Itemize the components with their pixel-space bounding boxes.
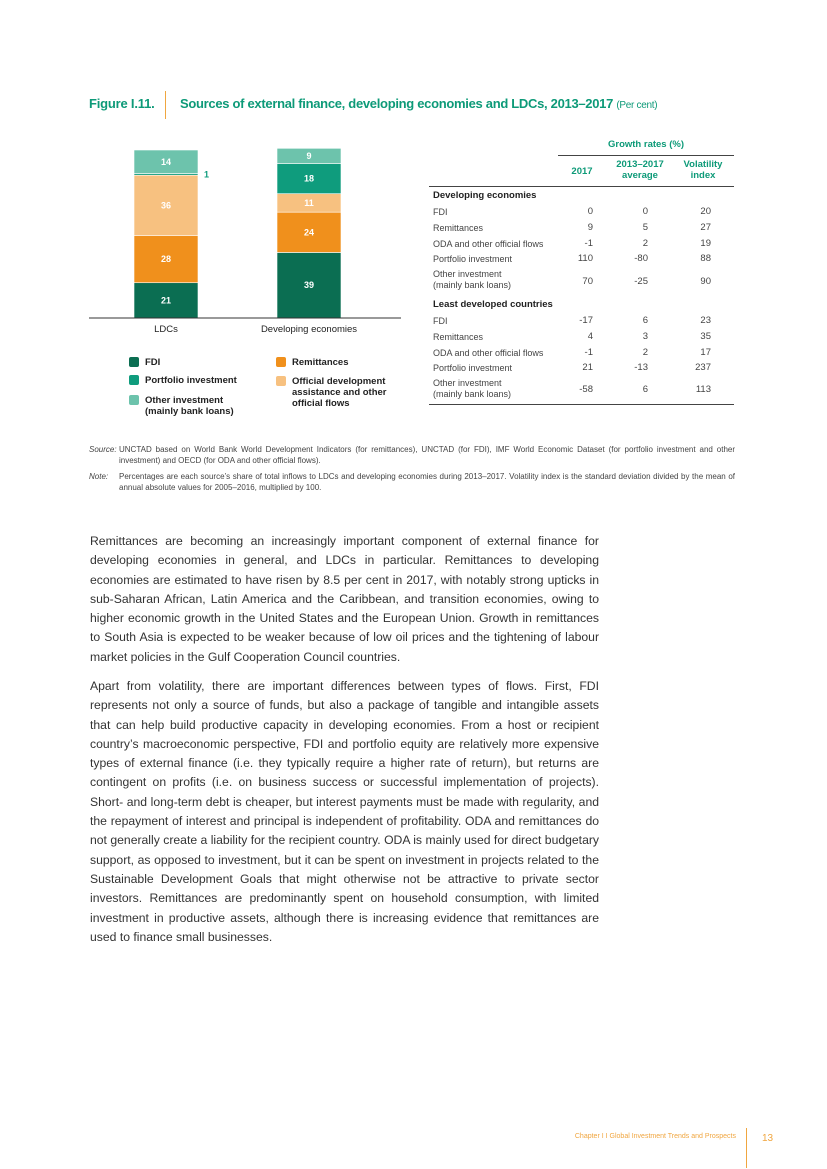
page-number: 13 (762, 1133, 774, 1144)
table-cell-2017: 0 (587, 206, 593, 217)
col-header-average (608, 159, 672, 181)
table-row-label (433, 269, 511, 291)
body-paragraph-1: Remittances are becoming an increasingly important component of external finance for developing economies in general, and LDCs in particular. Remittances to developing economies are estimated to have risen by 8.5 per cent in 2017, with notably strong upticks in sub-Saharan African, Latin America and the Caribbean, and transition economies, owing to higher economic growth in the United States and the European Union. Growth in remittances to South Asia is expected to be weaker because of low oil prices and the tightening of labour market policies in the Gulf Cooperation Council countries. (90, 534, 599, 664)
source-note (89, 444, 735, 468)
legend-oda-line1: Official development (292, 376, 386, 387)
data-label-ldcs-remittances: 28 (160, 254, 172, 265)
footer-chapter-label: Chapter I (574, 1133, 604, 1140)
table-row-label: ODA and other official flows (433, 348, 544, 358)
table-row-label: Portfolio investment (433, 254, 513, 264)
table-cell-volatility: 23 (700, 315, 711, 326)
col-header-volatility-line2: index (690, 170, 716, 181)
data-label-developing-economies-fdi: 39 (303, 280, 315, 291)
legend-fdi-swatch (129, 357, 139, 367)
body-paragraph-2: Apart from volatility, there are important differences between types of flows. First, FDI represents not only a source of funds, but also a package of tangible and intangible assets that can help build productive capacity in developing economies. From a host or recipient country’s macroeconomic perspective, FDI and portfolio equity are relatively more expensive types of external finance (i.e. they typically require a higher rate of return), but returns are contingent on profits (i.e. on business success or successful implementation of projects). Short- and long-term debt is cheaper, but interest payments must be made with regularity, and the repayment of interest and principal is independent of profitability. ODA and remittances do not generally create a liability for the recipient country. ODA is mainly used for direct budgetary support, as opposed to investment, but it can be spent on investment in projects related to the Sustainable Development Goals that might otherwise not be attractive to private sector investors. Remittances are predominantly spent on household consumption, with limited investment in productive assets, although there is increasing evidence that remittances are used to finance small businesses. (90, 679, 599, 944)
col-header-2017: 2017 (571, 166, 593, 177)
data-label-ldcs-portfolio-investment: 1 (204, 169, 210, 180)
source-text: UNCTAD based on World Bank World Development Indicators (for remittances), UNCTAD (for FDI), IMF World Economic Dataset (for portfolio investment and other investment) and OECD (for ODA and other official flows). (119, 445, 735, 465)
table-cell-average: 3 (642, 331, 648, 342)
table-cell-average: 0 (642, 206, 648, 217)
legend-remittances-swatch (276, 357, 286, 367)
col-header-average-line2: average (622, 170, 658, 181)
table-cell-volatility: 35 (700, 331, 711, 342)
figure-note (89, 471, 735, 495)
legend-other-swatch (129, 395, 139, 405)
section-title-ldc: Least developed countries (433, 299, 553, 310)
table-cell-2017: 9 (587, 222, 593, 233)
table-row-label-line2: (mainly bank loans) (433, 280, 512, 290)
legend-portfolio-swatch (129, 375, 139, 385)
table-cell-volatility: 88 (700, 253, 711, 264)
table-cell-average: -25 (634, 276, 648, 287)
data-label-ldcs-fdi: 21 (160, 295, 172, 306)
stacked-bar-chart (0, 0, 410, 340)
footer-sep: I (605, 1133, 608, 1140)
table-cell-average: 5 (642, 222, 648, 233)
figure-unit: (Per cent) (616, 100, 658, 111)
legend-portfolio-label: Portfolio investment (145, 375, 237, 386)
figure-title-text: Sources of external finance, developing economies and LDCs, 2013–2017 (180, 96, 614, 111)
legend-remittances-label: Remittances (292, 357, 349, 368)
legend-other-line2: (mainly bank loans) (145, 406, 234, 417)
legend-oda-line2: assistance and other (292, 387, 387, 398)
table-rule-top (429, 186, 734, 187)
table-cell-volatility: 19 (700, 238, 711, 249)
legend-other-label (145, 395, 265, 417)
table-cell-2017: 70 (582, 276, 593, 287)
table-row-label: FDI (433, 207, 448, 217)
data-label-ldcs-other-investment-mainly-bank-loans: 14 (160, 156, 172, 167)
table-cell-2017: 110 (577, 253, 593, 264)
table-row-label-line2: (mainly bank loans) (433, 389, 512, 399)
table-cell-volatility: 17 (700, 347, 711, 358)
legend-oda-label (292, 376, 412, 409)
table-row-label-line1: Other investment (433, 269, 502, 279)
section-title-developing: Developing economies (433, 190, 537, 201)
table-cell-volatility: 20 (700, 206, 711, 217)
growth-rates-rule (558, 155, 734, 156)
table-cell-average: 6 (642, 384, 648, 395)
footer-divider (746, 1128, 747, 1168)
data-label-developing-economies-other-investment-mainly-bank-loans: 9 (306, 150, 312, 161)
table-row-label (433, 378, 511, 400)
table-row-label: Portfolio investment (433, 363, 513, 373)
table-cell-2017: -58 (579, 384, 593, 395)
table-cell-average: 2 (642, 238, 648, 249)
table-row-label-line1: Other investment (433, 378, 502, 388)
figure-label: Figure I.11. (89, 96, 155, 111)
table-cell-volatility: 90 (700, 276, 711, 287)
footer-chapter (500, 1133, 736, 1140)
note-key: Note: (89, 472, 109, 481)
table-row-label: ODA and other official flows (433, 239, 544, 249)
table-cell-volatility: 237 (695, 362, 711, 373)
legend-oda-swatch (276, 376, 286, 386)
table-row-label: Remittances (433, 223, 484, 233)
data-label-developing-economies-remittances: 24 (303, 227, 315, 238)
table-cell-average: 6 (642, 315, 648, 326)
legend-other-line1: Other investment (145, 395, 224, 406)
table-cell-2017: 4 (587, 331, 593, 342)
table-cell-volatility: 113 (695, 384, 711, 395)
legend-fdi-label: FDI (145, 357, 161, 368)
data-label-ldcs-official-development-assistance-and-other-official-flows: 36 (160, 200, 172, 211)
col-header-average-line1: 2013–2017 (616, 159, 664, 170)
category-label-ldcs: LDCs (154, 324, 178, 335)
legend-oda-line3: official flows (292, 398, 350, 409)
table-row-label: Remittances (433, 332, 484, 342)
source-key: Source: (89, 445, 117, 454)
table-row-label: FDI (433, 316, 448, 326)
table-cell-2017: 21 (582, 362, 593, 373)
col-header-volatility-line1: Volatility (683, 159, 723, 170)
table-cell-2017: -1 (584, 347, 593, 358)
footer-chapter-title: Global Investment Trends and Prospects (609, 1133, 736, 1140)
col-header-volatility (676, 159, 730, 181)
table-rule-bottom (429, 404, 734, 405)
table-cell-2017: -17 (579, 315, 593, 326)
table-cell-average: 2 (642, 347, 648, 358)
table-cell-average: -13 (634, 362, 648, 373)
growth-rates-header: Growth rates (%) (607, 139, 684, 150)
table-cell-2017: -1 (584, 238, 593, 249)
data-label-developing-economies-official-development-assistance-and-other-official-flows: 11 (304, 197, 314, 208)
table-cell-volatility: 27 (700, 222, 711, 233)
table-cell-average: -80 (634, 253, 648, 264)
category-label-developing-economies: Developing economies (260, 324, 358, 335)
note-text: Percentages are each source’s share of total inflows to LDCs and developing economies during 2013–2017. Volatility index is the standard deviation divided by the mean of annual absolute values for 2005–2016, multiplied by 100. (119, 472, 735, 492)
data-label-developing-economies-portfolio-investment: 18 (303, 173, 315, 184)
